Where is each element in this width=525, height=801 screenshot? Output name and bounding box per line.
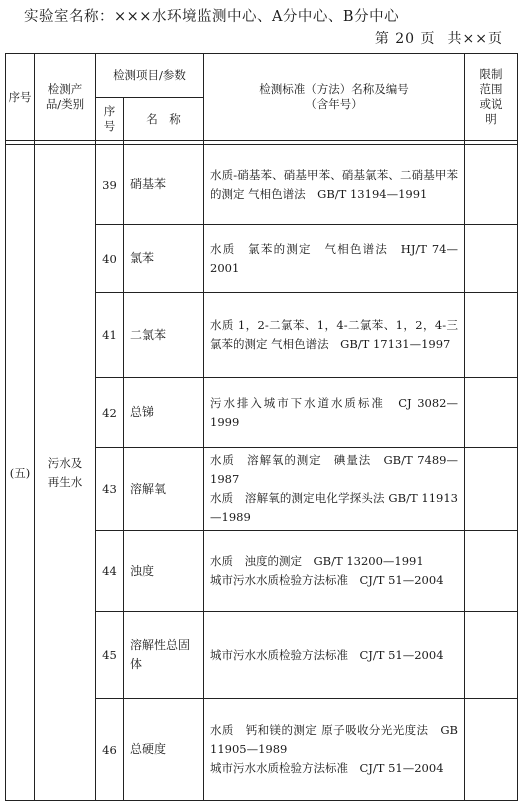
limit-cell bbox=[465, 378, 518, 448]
item-name: 总硬度 bbox=[124, 699, 204, 801]
header-item-name: 名 称 bbox=[124, 98, 204, 141]
standard-line: 水质 浊度的测定 GB/T 13200—1991 bbox=[210, 554, 424, 568]
item-seq: 40 bbox=[96, 225, 124, 293]
header-product: 检测产品/类别 bbox=[35, 54, 96, 141]
standard-line: 水质-硝基苯、硝基甲苯、硝基氯苯、二硝基甲苯的测定 气相色谱法 GB/T 13194—1991 bbox=[210, 167, 458, 201]
item-seq: 42 bbox=[96, 378, 124, 448]
item-name: 溶解氧 bbox=[124, 448, 204, 531]
header-seq: 序号 bbox=[6, 54, 35, 141]
group-seq: (五) bbox=[6, 145, 35, 801]
page-total: 共××页 bbox=[447, 31, 503, 47]
item-name: 浊度 bbox=[124, 531, 204, 612]
header-item-seq: 序号 bbox=[96, 98, 124, 141]
standard-line: 水质 溶解氧的测定 碘量法 GB/T 7489—1987 bbox=[210, 453, 458, 486]
limit-cell bbox=[465, 612, 518, 699]
limit-cell bbox=[465, 145, 518, 225]
item-name: 氯苯 bbox=[124, 225, 204, 293]
standard-cell bbox=[204, 145, 465, 225]
item-seq: 46 bbox=[96, 699, 124, 801]
page-indicator bbox=[363, 28, 503, 48]
item-name: 总锑 bbox=[124, 378, 204, 448]
standard-cell bbox=[204, 378, 465, 448]
standard-cell bbox=[204, 531, 465, 612]
standard-cell bbox=[204, 225, 465, 293]
item-name: 二氯苯 bbox=[124, 293, 204, 378]
page-number: 第 20 页 bbox=[374, 31, 436, 47]
item-name: 硝基苯 bbox=[124, 145, 204, 225]
standard-line: 城市污水水质检验方法标准 CJ/T 51—2004 bbox=[210, 573, 444, 587]
limit-cell bbox=[465, 448, 518, 531]
item-seq: 41 bbox=[96, 293, 124, 378]
limit-cell bbox=[465, 699, 518, 801]
item-seq: 39 bbox=[96, 145, 124, 225]
table-row bbox=[6, 145, 518, 225]
limit-cell bbox=[465, 531, 518, 612]
header-limit: 限制范围或说明 bbox=[465, 54, 518, 141]
standard-line: 城市污水水质检验方法标准 CJ/T 51—2004 bbox=[210, 761, 444, 775]
standard-cell bbox=[204, 293, 465, 378]
header-standard: 检测标准（方法）名称及编号（含年号） bbox=[204, 54, 465, 141]
header-item-group: 检测项目/参数 bbox=[96, 54, 204, 98]
limit-cell bbox=[465, 293, 518, 378]
standard-cell bbox=[204, 612, 465, 699]
standard-line: 水质 1，2-二氯苯、1，4-二氯苯、1，2，4-三氯苯的测定 气相色谱法 GB/T 17131—1997 bbox=[210, 318, 458, 351]
limit-cell bbox=[465, 225, 518, 293]
lab-name-title: 实验室名称：×××水环境监测中心、A分中心、B分中心 bbox=[24, 9, 400, 25]
standard-line: 水质 钙和镁的测定 原子吸收分光光度法 GB 11905—1989 bbox=[210, 723, 458, 756]
item-seq: 43 bbox=[96, 448, 124, 531]
standard-line: 水质 溶解氧的测定电化学探头法 GB/T 11913—1989 bbox=[210, 491, 458, 524]
item-seq: 45 bbox=[96, 612, 124, 699]
item-name: 溶解性总固体 bbox=[124, 612, 204, 699]
standard-cell bbox=[204, 448, 465, 531]
accreditation-table bbox=[5, 53, 518, 801]
standard-line: 污水排入城市下水道水质标准 CJ 3082—1999 bbox=[210, 395, 458, 429]
group-product: 污水及再生水 bbox=[35, 145, 96, 801]
standard-line: 水质 氯苯的测定 气相色谱法 HJ/T 74—2001 bbox=[210, 241, 458, 275]
item-seq: 44 bbox=[96, 531, 124, 612]
standard-line: 城市污水水质检验方法标准 CJ/T 51—2004 bbox=[210, 647, 444, 662]
standard-cell bbox=[204, 699, 465, 801]
